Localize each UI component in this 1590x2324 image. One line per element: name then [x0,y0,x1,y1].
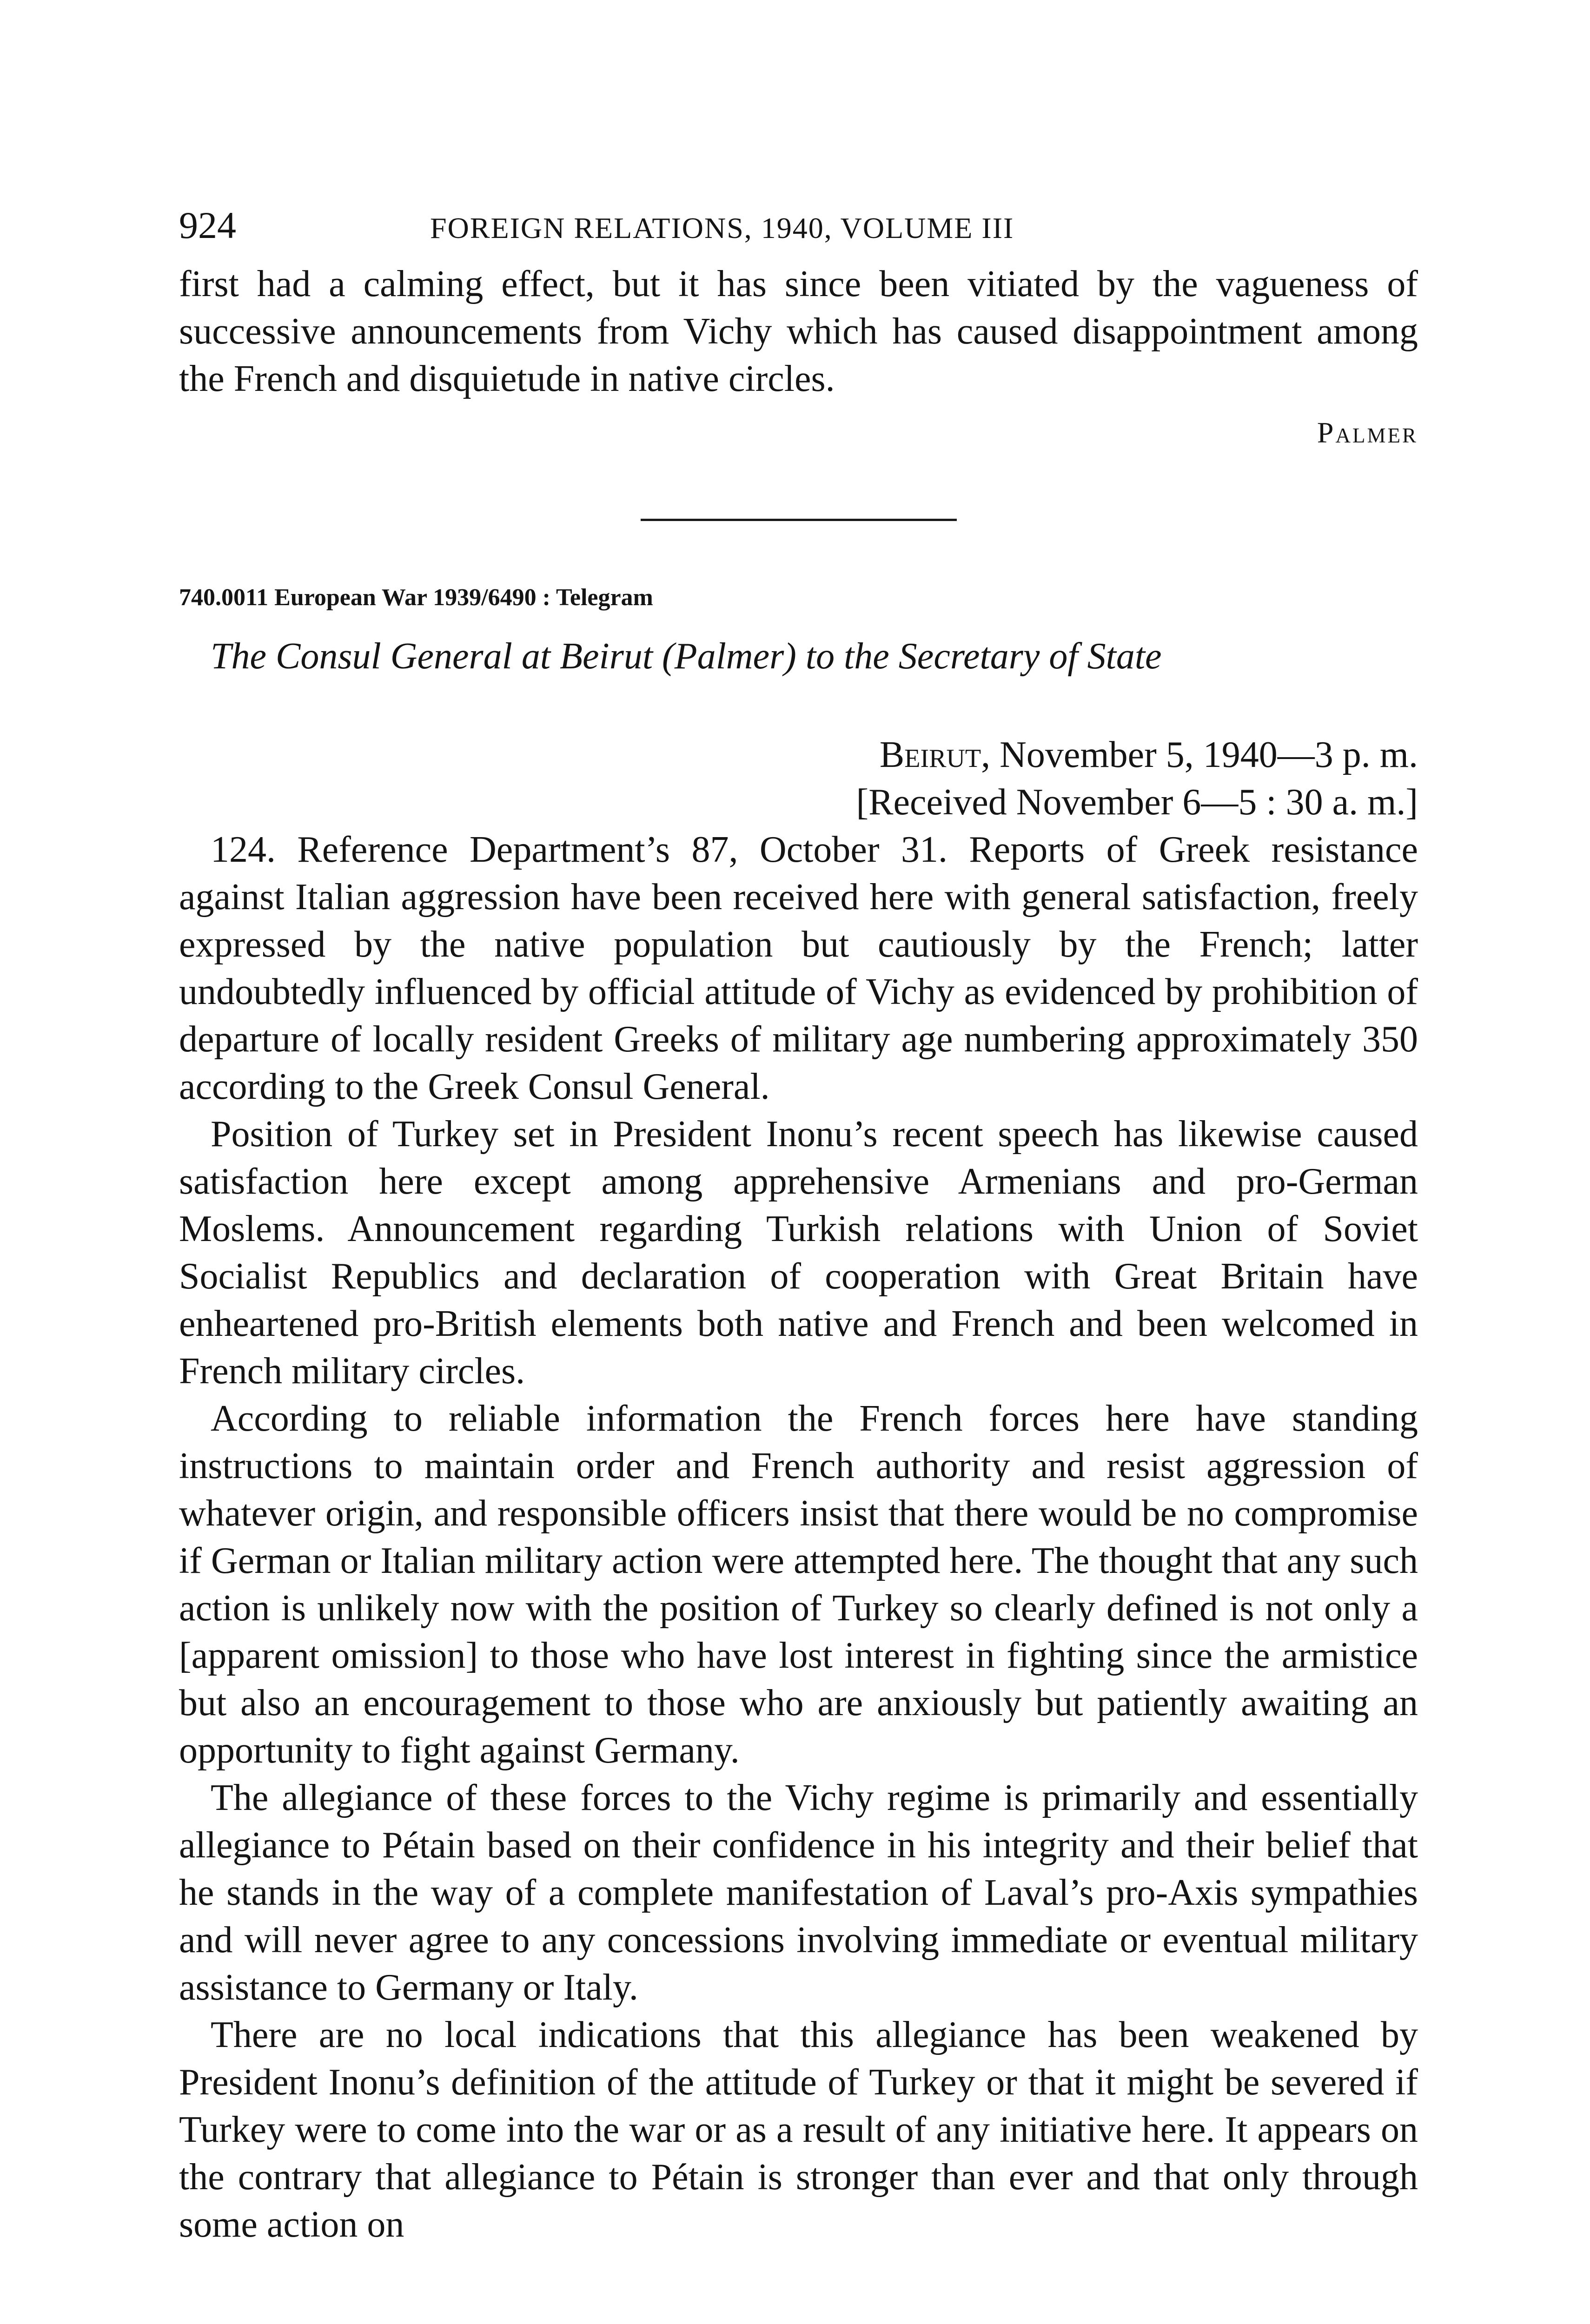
document-title: The Consul General at Beirut (Palmer) to the Secretary of State [211,636,1162,677]
page-number: 924 [179,204,236,246]
document-page [179,200,1418,2248]
body-paragraph: 124. Reference Department’s 87, October 31. Reports of Greek resistance against Italian aggression have been received here with general satisfaction, freely expressed by the native population but cautiously by the French; latter undoubtedly influenced by official attitude of Vichy as evidenced by prohibition of departure of locally resident Greeks of military age numbering approximately 350 according to the Greek Consul General. [179,829,1418,1107]
file-reference: 740.0011 European War 1939/6490 : Telegram [179,584,653,611]
body-paragraph: According to reliable information the French forces here have standing instructions to maintain order and French authority and resist aggression of whatever origin, and responsible officers insist that there would be no compromise if German or Italian military action were attempted here. The thought that any such action is unlikely now with the position of Turkey so clearly defined is not only a [apparent omission] to those who have lost interest in fighting since the armistice but also an encouragement to those who are anxiously but patiently awaiting an opportunity to fight against Germany. [179,1398,1418,1771]
body-paragraph: There are no local indications that this allegiance has been weakened by President Inonu’s definition of the attitude of Turkey or that it might be severed if Turkey were to come into the war or as a result of any initiative here. It appears on the contrary that allegiance to Pétain is stronger than ever and that only through some action on [179,2014,1418,2245]
dateline-date: , November 5, 1940—3 p. m. [981,734,1418,775]
dateline [179,731,1418,826]
telegram-body [179,826,1418,2248]
continued-paragraph: first had a calming effect, but it has since been vitiated by the vagueness of successive announcements from Vichy which has caused disappointment among the French and disquietude in native circles. [179,264,1418,399]
body-paragraph: Position of Turkey set in President Inonu’s recent speech has likewise caused satisfaction here except among apprehensive Armenians and pro-German Moslems. Announcement regarding Turkish relations with Union of Soviet Socialist Republics and declaration of cooperation with Great Britain have enheartened pro-British elements both native and French and been welcomed in French military circles. [179,1114,1418,1392]
body-paragraph: The allegiance of these forces to the Vichy regime is primarily and essentially allegiance to Pétain based on their confidence in his integrity and their belief that he stands in the way of a complete manifestation of Laval’s pro-Axis sympathies and will never agree to any concessions involving immediate or eventual military assistance to Germany or Italy. [179,1777,1418,2008]
running-title: FOREIGN RELATIONS, 1940, VOLUME III [430,211,1014,244]
received-note: [Received November 6—5 : 30 a. m.] [856,782,1418,823]
section-divider [641,519,957,521]
signature: Palmer [1317,416,1418,449]
dateline-place: Beirut [879,734,981,775]
running-head [179,200,1418,251]
